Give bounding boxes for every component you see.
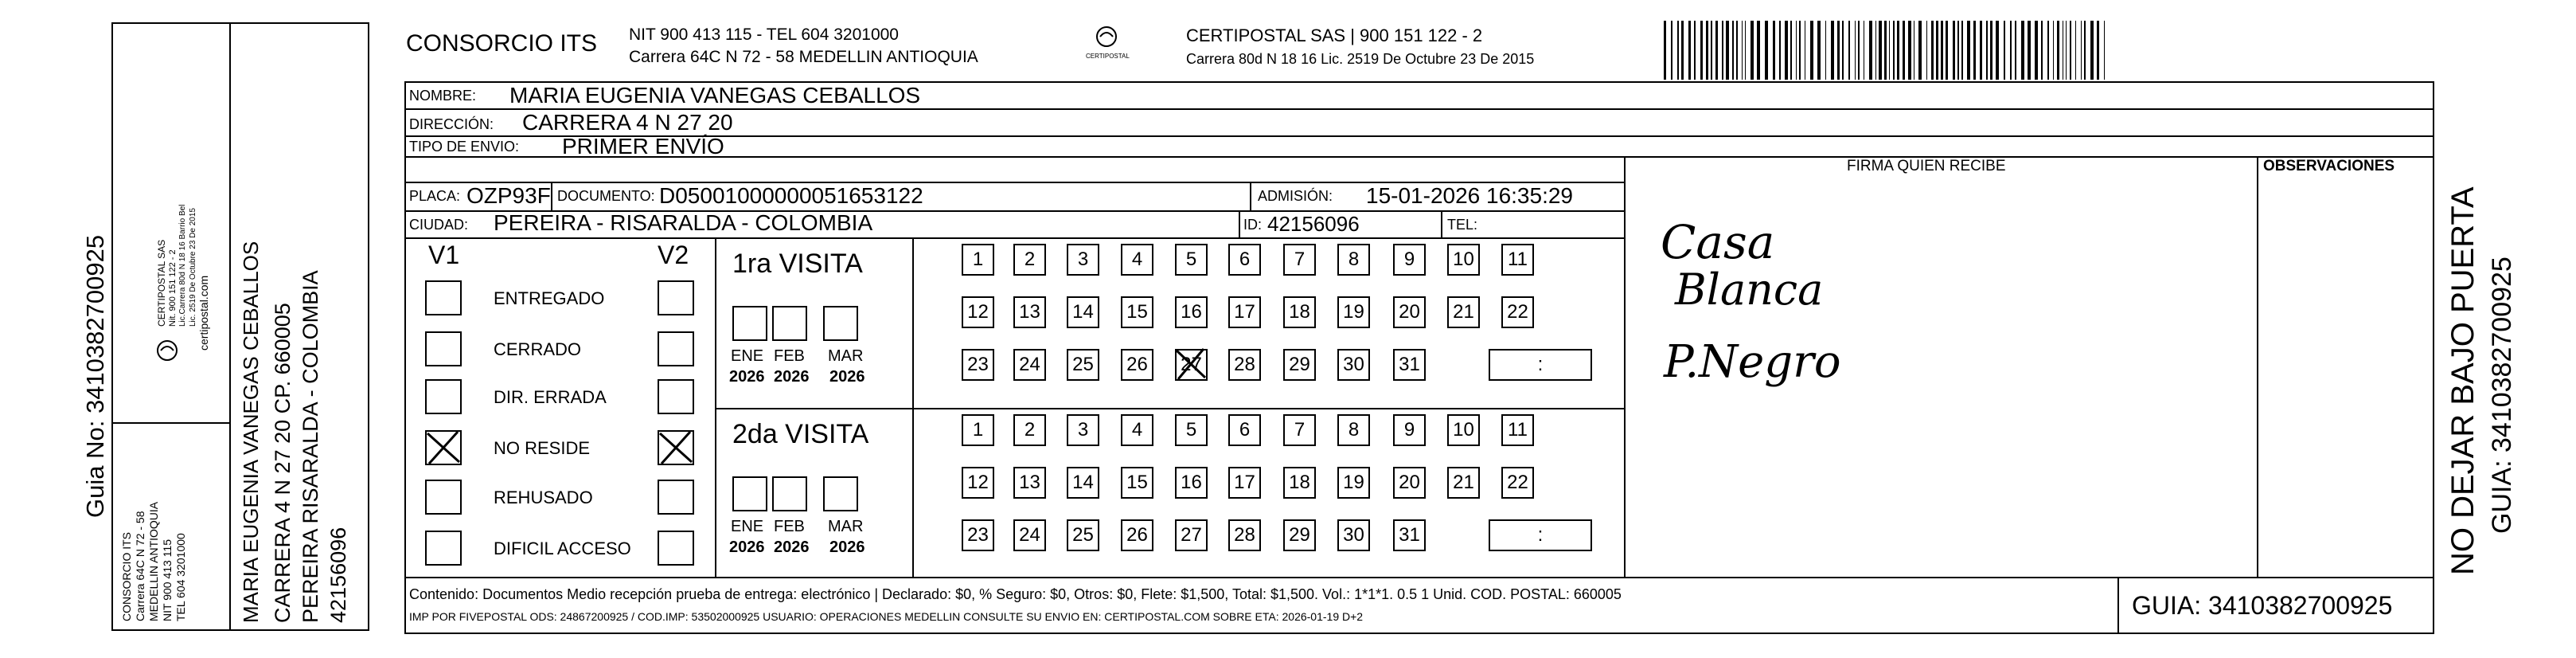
status-v1-check-mark bbox=[423, 427, 464, 467]
barcode-bar bbox=[1671, 21, 1672, 80]
barcode-bar bbox=[1796, 21, 1797, 80]
barcode-bar bbox=[2097, 21, 2099, 80]
barcode-bar bbox=[2047, 21, 2049, 80]
day-cell[interactable]: 24 bbox=[1013, 349, 1046, 381]
day-cell[interactable]: 21 bbox=[1447, 296, 1480, 328]
day-cell[interactable]: 9 bbox=[1393, 244, 1426, 276]
day-cell[interactable]: 19 bbox=[1337, 467, 1370, 499]
day-cell[interactable]: 23 bbox=[962, 349, 994, 381]
day-cell[interactable]: 11 bbox=[1501, 244, 1534, 276]
month-year: 2026 bbox=[729, 368, 765, 386]
day-cell[interactable]: 28 bbox=[1228, 349, 1261, 381]
logo-caption: CERTIPOSTAL bbox=[1086, 53, 1130, 60]
barcode-bar bbox=[1706, 21, 1708, 80]
stub-hdivider bbox=[111, 422, 231, 424]
day-cell[interactable]: 13 bbox=[1013, 467, 1046, 499]
day-cell[interactable]: 2 bbox=[1013, 414, 1046, 446]
barcode-bar bbox=[2075, 21, 2076, 80]
status-v1-checkbox[interactable] bbox=[425, 280, 462, 315]
barcode-bar bbox=[1688, 21, 1691, 80]
barcode-bar bbox=[1810, 21, 1813, 80]
status-label: DIR. ERRADA bbox=[494, 387, 607, 407]
day-cell[interactable]: 14 bbox=[1067, 467, 1099, 499]
barcode-bar bbox=[1765, 21, 1768, 80]
day-cell[interactable]: 5 bbox=[1175, 414, 1208, 446]
time-box[interactable]: : bbox=[1489, 519, 1592, 551]
barcode bbox=[1664, 21, 2285, 80]
month-year: 2026 bbox=[829, 539, 865, 556]
barcode-bar bbox=[1936, 21, 1938, 80]
visit-1-title: 1ra VISITA bbox=[732, 249, 863, 279]
barcode-bar bbox=[1742, 21, 1743, 80]
day-cell[interactable]: 1 bbox=[962, 244, 994, 276]
month-label: FEB bbox=[774, 518, 805, 535]
barcode-bar bbox=[1893, 21, 1895, 80]
barcode-bar bbox=[1715, 21, 1718, 80]
barcode-bar bbox=[2015, 21, 2016, 80]
stub-divider bbox=[229, 22, 231, 631]
day-cell[interactable]: 31 bbox=[1393, 349, 1426, 381]
v2-label: V2 bbox=[658, 241, 689, 269]
stub-recipient-2: PEREIRA RISARALDA - COLOMBIA bbox=[299, 270, 322, 623]
barcode-bar bbox=[2090, 21, 2094, 80]
month-checkbox[interactable] bbox=[732, 476, 767, 511]
certipostal-line1: CERTIPOSTAL SAS | 900 151 122 - 2 bbox=[1186, 25, 1483, 45]
time-box[interactable]: : bbox=[1489, 349, 1592, 381]
day-cell[interactable]: 17 bbox=[1228, 467, 1261, 499]
month-year: 2026 bbox=[729, 539, 765, 556]
status-label: DIFICIL ACCESO bbox=[494, 539, 631, 558]
day-cell[interactable]: 10 bbox=[1447, 414, 1480, 446]
barcode-bar bbox=[2081, 21, 2082, 80]
status-label: ENTREGADO bbox=[494, 288, 605, 308]
placa-value: OZP93F bbox=[466, 183, 551, 208]
day-cell[interactable]: 16 bbox=[1175, 296, 1208, 328]
documento-label: DOCUMENTO: bbox=[557, 188, 655, 204]
barcode-bar bbox=[1681, 21, 1684, 80]
barcode-bar bbox=[1799, 21, 1801, 80]
barcode-bar bbox=[1986, 21, 1988, 80]
barcode-bar bbox=[1961, 21, 1963, 80]
month-year: 2026 bbox=[774, 539, 810, 556]
id-value: 42156096 bbox=[1267, 212, 1360, 236]
day-cell[interactable]: 12 bbox=[962, 467, 994, 499]
stub-sender-1: Carrera 64C N 72 - 58 bbox=[134, 511, 146, 621]
day-cell[interactable]: 10 bbox=[1447, 244, 1480, 276]
barcode-bar bbox=[1957, 21, 1959, 80]
day-cell[interactable]: 9 bbox=[1393, 414, 1426, 446]
company-name: CONSORCIO ITS bbox=[406, 30, 598, 57]
day-cell[interactable]: 23 bbox=[962, 519, 994, 551]
barcode-bar bbox=[1973, 21, 1976, 80]
stub-recipient-1: CARRERA 4 N 27 20 CP. 660005 bbox=[271, 303, 295, 623]
barcode-bar bbox=[1897, 21, 1899, 80]
barcode-bar bbox=[1700, 21, 1703, 80]
day-cell[interactable]: 26 bbox=[1121, 519, 1153, 551]
barcode-bar bbox=[1869, 21, 1872, 80]
month-checkbox[interactable] bbox=[772, 476, 807, 511]
footer-guia: GUIA: 3410382700925 bbox=[2132, 591, 2393, 620]
barcode-bar bbox=[1903, 21, 1905, 80]
company-address: Carrera 64C N 72 - 58 MEDELLIN ANTIOQUIA bbox=[629, 48, 978, 66]
barcode-bar bbox=[1884, 21, 1887, 80]
day-cell[interactable]: 29 bbox=[1283, 519, 1316, 551]
barcode-bar bbox=[1918, 21, 1922, 80]
barcode-bar bbox=[1773, 21, 1775, 80]
certipostal-line2: Carrera 80d N 18 16 Lic. 2519 De Octubre 23 De 2015 bbox=[1186, 51, 1535, 67]
day-cell[interactable]: 13 bbox=[1013, 296, 1046, 328]
status-v1-checkbox[interactable] bbox=[425, 480, 462, 515]
day-cell[interactable]: 26 bbox=[1121, 349, 1153, 381]
barcode-bar bbox=[1779, 21, 1781, 80]
status-v2-check-mark bbox=[655, 427, 697, 467]
barcode-bar bbox=[2104, 21, 2105, 80]
stub-sender-0: CONSORCIO ITS bbox=[120, 531, 133, 621]
day-cell[interactable]: 3 bbox=[1067, 414, 1099, 446]
barcode-bar bbox=[1757, 21, 1760, 80]
stub-website: certipostal.com bbox=[197, 275, 210, 351]
barcode-bar bbox=[1842, 21, 1844, 80]
barcode-bar bbox=[2028, 21, 2031, 80]
day-cell[interactable]: 1 bbox=[962, 414, 994, 446]
barcode-bar bbox=[1946, 21, 1948, 80]
id-label: ID: bbox=[1243, 217, 1263, 233]
day-cell[interactable]: 8 bbox=[1337, 414, 1370, 446]
stub-recipient-3: 42156096 bbox=[326, 527, 350, 623]
day-cell[interactable]: 19 bbox=[1337, 296, 1370, 328]
documento-value: D05001000000051653122 bbox=[659, 183, 923, 208]
stub-sender-4: TEL 604 3201000 bbox=[174, 533, 187, 621]
month-checkbox[interactable] bbox=[772, 306, 807, 341]
status-v2-checkbox[interactable] bbox=[658, 480, 694, 515]
day-cell[interactable]: 14 bbox=[1067, 296, 1099, 328]
barcode-bar bbox=[1736, 21, 1738, 80]
barcode-bar bbox=[1790, 21, 1792, 80]
day-cell[interactable]: 29 bbox=[1283, 349, 1316, 381]
barcode-bar bbox=[1831, 21, 1834, 80]
status-v1-checkbox[interactable] bbox=[425, 331, 462, 366]
day-cell[interactable]: 28 bbox=[1228, 519, 1261, 551]
month-label: ENE bbox=[731, 347, 764, 365]
day-cell[interactable]: 20 bbox=[1393, 296, 1426, 328]
stub-sender-3: NIT 900 413 115 bbox=[161, 539, 174, 621]
stub-logo-1: Nit. 900 151 122 - 2 bbox=[168, 249, 178, 327]
day-cell[interactable]: 4 bbox=[1121, 244, 1153, 276]
day-cell[interactable]: 6 bbox=[1228, 244, 1261, 276]
barcode-bar bbox=[1825, 21, 1826, 80]
barcode-bar bbox=[1889, 21, 1890, 80]
status-label: CERRADO bbox=[494, 339, 582, 359]
tipo-value: PRIMER ENVÍO bbox=[562, 134, 724, 159]
ciudad-label: CIUDAD: bbox=[409, 217, 469, 233]
barcode-bar bbox=[1990, 21, 1992, 80]
footer-contenido: Contenido: Documentos Medio recepción prueba de entrega: electrónico | Declarado: $0, % Seguro: $0, Otros: $0, Flete: $1,500, Total: $1,500. Vol.: 1*1*1. 0.5 1 Unid. COD. POSTAL: 660005 bbox=[409, 586, 1622, 602]
month-label: MAR bbox=[828, 347, 864, 365]
day-cell[interactable]: 18 bbox=[1283, 467, 1316, 499]
month-checkbox[interactable] bbox=[732, 306, 767, 341]
tipo-label: TIPO DE ENVIO: bbox=[409, 139, 520, 155]
day-cell[interactable]: 22 bbox=[1501, 296, 1534, 328]
month-label: MAR bbox=[828, 518, 864, 535]
signature-line-2: Blanca bbox=[1675, 264, 1824, 315]
day-cell[interactable]: 5 bbox=[1175, 244, 1208, 276]
status-label: NO RESIDE bbox=[494, 438, 591, 458]
tel-label: TEL: bbox=[1447, 217, 1478, 233]
status-v2-checkbox[interactable] bbox=[658, 379, 694, 414]
month-year: 2026 bbox=[774, 368, 810, 386]
signature-line-1: Casa bbox=[1661, 215, 1775, 269]
direccion-value: CARRERA 4 N 27 20 bbox=[522, 110, 733, 135]
barcode-bar bbox=[1722, 21, 1723, 80]
stub-guia-number: Guia No: 3410382700925 bbox=[81, 234, 109, 518]
day-cell[interactable]: 2 bbox=[1013, 244, 1046, 276]
signature-line-3: P.Negro bbox=[1664, 336, 1841, 388]
stub-recipient-0: MARIA EUGENIA VANEGAS CEBALLOS bbox=[239, 241, 263, 623]
ciudad-value: PEREIRA - RISARALDA - COLOMBIA bbox=[494, 210, 873, 235]
barcode-bar bbox=[1941, 21, 1943, 80]
stub-logo-icon bbox=[151, 335, 183, 366]
barcode-bar bbox=[1879, 21, 1882, 80]
status-v2-checkbox[interactable] bbox=[658, 280, 694, 315]
v1-label: V1 bbox=[428, 241, 460, 269]
barcode-bar bbox=[1677, 21, 1679, 80]
day-cell[interactable]: 20 bbox=[1393, 467, 1426, 499]
status-label: REHUSADO bbox=[494, 488, 593, 507]
day-cell[interactable]: 30 bbox=[1337, 349, 1370, 381]
observaciones-label: OBSERVACIONES bbox=[2263, 158, 2395, 174]
barcode-bar bbox=[2041, 21, 2043, 80]
stub-logo-3: Lic. 2519 De Octubre 23 De 2015 bbox=[189, 208, 197, 327]
barcode-bar bbox=[2035, 21, 2038, 80]
barcode-bar bbox=[1967, 21, 1970, 80]
status-v2-checkbox[interactable] bbox=[658, 531, 694, 566]
barcode-bar bbox=[2053, 21, 2054, 80]
barcode-bar bbox=[1664, 21, 1666, 80]
barcode-bar bbox=[1817, 21, 1821, 80]
day-cell[interactable]: 8 bbox=[1337, 244, 1370, 276]
nombre-label: NOMBRE: bbox=[409, 88, 477, 104]
barcode-bar bbox=[1875, 21, 1876, 80]
day-cell[interactable]: 6 bbox=[1228, 414, 1261, 446]
barcode-bar bbox=[1751, 21, 1754, 80]
day-cell[interactable]: 4 bbox=[1121, 414, 1153, 446]
barcode-bar bbox=[1785, 21, 1788, 80]
admision-value: 15-01-2026 16:35:29 bbox=[1366, 183, 1573, 208]
day-cell[interactable]: 21 bbox=[1447, 467, 1480, 499]
barcode-bar bbox=[1953, 21, 1955, 80]
day-cell[interactable]: 15 bbox=[1121, 467, 1153, 499]
day-cell[interactable]: 17 bbox=[1228, 296, 1261, 328]
status-v1-checkbox[interactable] bbox=[425, 379, 462, 414]
direccion-label: DIRECCIÓN: bbox=[409, 116, 494, 132]
day-cell[interactable]: 22 bbox=[1501, 467, 1534, 499]
barcode-bar bbox=[2057, 21, 2059, 80]
footer-imp: IMP POR FIVEPOSTAL ODS: 24867200925 / COD.IMP: 53502000925 USUARIO: OPERACIONES MEDELLIN CONSULTE SU ENVIO EN: CERTIPOSTAL.COM SOBRE ETA: 2026-01-19 D+2 bbox=[409, 610, 1364, 623]
stub-logo-2: Lic.Carrera 80d N 18 16 Barrio Bel bbox=[178, 204, 187, 327]
barcode-bar bbox=[1711, 21, 1712, 80]
barcode-bar bbox=[2066, 21, 2067, 80]
barcode-bar bbox=[2010, 21, 2012, 80]
day-cell[interactable]: 25 bbox=[1067, 349, 1099, 381]
day-cell[interactable]: 12 bbox=[962, 296, 994, 328]
barcode-bar bbox=[1931, 21, 1934, 80]
nombre-value: MARIA EUGENIA VANEGAS CEBALLOS bbox=[509, 83, 921, 108]
month-year: 2026 bbox=[829, 368, 865, 386]
side-no-dejar: NO DEJAR BAJO PUERTA bbox=[2445, 186, 2480, 575]
barcode-bar bbox=[2070, 21, 2071, 80]
barcode-bar bbox=[1996, 21, 1999, 80]
barcode-bar bbox=[1980, 21, 1982, 80]
month-label: ENE bbox=[731, 518, 764, 535]
placa-label: PLACA: bbox=[409, 188, 461, 204]
barcode-bar bbox=[2021, 21, 2024, 80]
barcode-bar bbox=[2084, 21, 2086, 80]
day-cell[interactable]: 31 bbox=[1393, 519, 1426, 551]
admision-label: ADMISIÓN: bbox=[1258, 188, 1333, 204]
barcode-bar bbox=[1694, 21, 1696, 80]
month-label: FEB bbox=[774, 347, 805, 365]
day-cell[interactable]: 30 bbox=[1337, 519, 1370, 551]
barcode-bar bbox=[1732, 21, 1734, 80]
stub-logo-0: CERTIPOSTAL SAS bbox=[156, 239, 167, 327]
side-guia: GUIA: 3410382700925 bbox=[2487, 257, 2517, 534]
month-checkbox[interactable] bbox=[823, 476, 858, 511]
day-cell[interactable]: 25 bbox=[1067, 519, 1099, 551]
barcode-bar bbox=[1726, 21, 1729, 80]
barcode-bar bbox=[1926, 21, 1927, 80]
certipostal-logo-icon bbox=[1091, 24, 1122, 51]
barcode-bar bbox=[1908, 21, 1911, 80]
day-check-mark bbox=[1172, 346, 1210, 382]
barcode-bar bbox=[1848, 21, 1850, 80]
visit-2-title: 2da VISITA bbox=[732, 419, 869, 449]
signature-label: FIRMA QUIEN RECIBE bbox=[1847, 158, 2006, 174]
day-cell[interactable]: 16 bbox=[1175, 467, 1208, 499]
status-v1-checkbox[interactable] bbox=[425, 531, 462, 566]
stub-sender-2: MEDELLIN ANTIOQUIA bbox=[147, 501, 160, 621]
day-cell[interactable]: 11 bbox=[1501, 414, 1534, 446]
barcode-bar bbox=[1858, 21, 1860, 80]
day-cell[interactable]: 3 bbox=[1067, 244, 1099, 276]
day-cell[interactable]: 7 bbox=[1283, 244, 1316, 276]
company-nit: NIT 900 413 115 - TEL 604 3201000 bbox=[629, 25, 899, 44]
status-v2-checkbox[interactable] bbox=[658, 331, 694, 366]
day-cell[interactable]: 27 bbox=[1175, 519, 1208, 551]
day-cell[interactable]: 27 bbox=[1175, 349, 1208, 381]
day-cell[interactable]: 15 bbox=[1121, 296, 1153, 328]
month-checkbox[interactable] bbox=[823, 306, 858, 341]
barcode-bar bbox=[2004, 21, 2005, 80]
barcode-bar bbox=[1745, 21, 1746, 80]
day-cell[interactable]: 24 bbox=[1013, 519, 1046, 551]
day-cell[interactable]: 18 bbox=[1283, 296, 1316, 328]
barcode-bar bbox=[1837, 21, 1840, 80]
barcode-bar bbox=[1855, 21, 1856, 80]
day-cell[interactable]: 7 bbox=[1283, 414, 1316, 446]
